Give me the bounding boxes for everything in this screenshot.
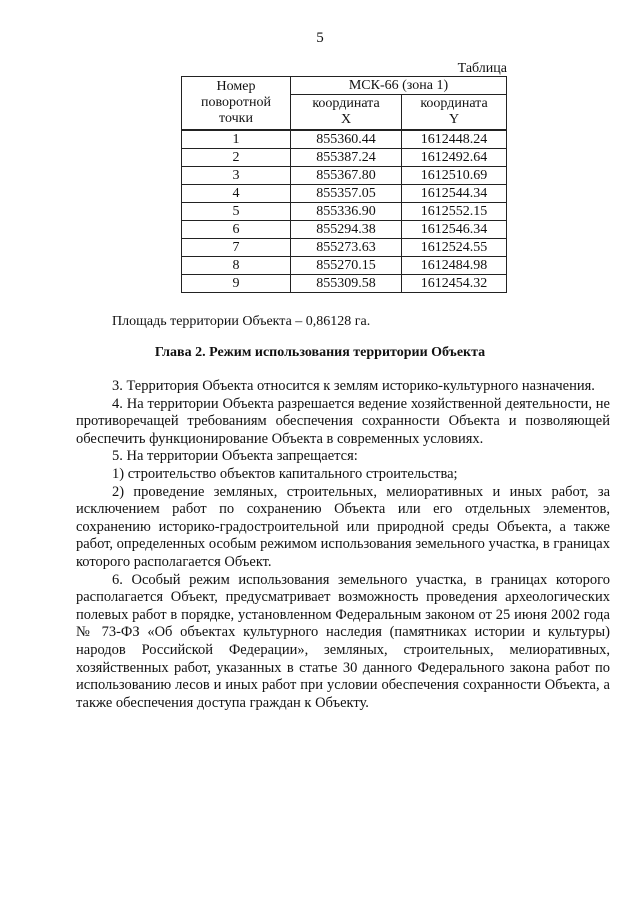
table-row	[182, 167, 507, 185]
table-row	[182, 149, 507, 167]
table-row	[182, 203, 507, 221]
point-number-header	[182, 77, 291, 131]
table-row	[182, 275, 507, 293]
y-value-cell: 1612544.34	[402, 185, 507, 203]
paragraph: 2) проведение земляных, строительных, мелиоративных и иных работ, за исключением работ по сохранению Объекта или его отдельных элементов, сохранению историко-градостроительной или природной среды Объекта, а также работ, определенных особым режимом использования земельного участка, в границах которого располагается Объект.	[76, 483, 610, 570]
y-value-cell: 1612448.24	[402, 130, 507, 149]
x-value-cell: 855273.63	[291, 239, 402, 257]
table-row	[182, 221, 507, 239]
coordinates-table	[181, 76, 507, 293]
body-text	[76, 378, 610, 712]
point-number-cell: 1	[182, 130, 291, 149]
point-number-cell: 3	[182, 167, 291, 185]
x-value-cell: 855357.05	[291, 185, 402, 203]
point-number-cell: 2	[182, 149, 291, 167]
point-number-cell: 4	[182, 185, 291, 203]
x-value-cell: 855270.15	[291, 257, 402, 275]
y-value-cell: 1612484.98	[402, 257, 507, 275]
coordinate-system-header: МСК-66 (зона 1)	[291, 77, 507, 95]
x-coordinate-header	[291, 95, 402, 131]
x-value-cell: 855294.38	[291, 221, 402, 239]
paragraph: 3. Территория Объекта относится к землям историко-культурного назначения.	[112, 378, 595, 394]
header-line: Номер	[216, 79, 256, 94]
paragraph: 4. На территории Объекта разрешается ведение хозяйственной деятельности, не противоречащей требованиям обеспечения сохранности Объекта и позволяющей обеспечить функционирование Объекта в современных условиях.	[76, 395, 610, 447]
y-value-cell: 1612524.55	[402, 239, 507, 257]
point-number-cell: 9	[182, 275, 291, 293]
header-line: координата	[312, 96, 380, 111]
x-value-cell: 855360.44	[291, 130, 402, 149]
table-row	[182, 257, 507, 275]
y-value-cell: 1612510.69	[402, 167, 507, 185]
area-statement: Площадь территории Объекта – 0,86128 га.	[112, 314, 371, 329]
table-row	[182, 130, 507, 149]
point-number-cell: 5	[182, 203, 291, 221]
chapter-title: Глава 2. Режим использования территории Объекта	[154, 345, 486, 360]
y-coordinate-header	[402, 95, 507, 131]
header-line: координата	[420, 96, 488, 111]
x-value-cell: 855336.90	[291, 203, 402, 221]
y-value-cell: 1612546.34	[402, 221, 507, 239]
point-number-cell: 8	[182, 257, 291, 275]
paragraph: 1) строительство объектов капитального строительства;	[112, 465, 458, 482]
x-value-cell: 855387.24	[291, 149, 402, 167]
point-number-cell: 6	[182, 221, 291, 239]
paragraph: 5. На территории Объекта запрещается:	[112, 448, 358, 465]
point-number-cell: 7	[182, 239, 291, 257]
header-line: точки	[219, 111, 253, 126]
y-value-cell: 1612492.64	[402, 149, 507, 167]
table-row	[182, 185, 507, 203]
x-value-cell: 855367.80	[291, 167, 402, 185]
table-row	[182, 239, 507, 257]
x-value-cell: 855309.58	[291, 275, 402, 293]
header-line: поворотной	[201, 95, 271, 110]
y-value-cell: 1612552.15	[402, 203, 507, 221]
header-line: X	[340, 112, 352, 127]
y-value-cell: 1612454.32	[402, 275, 507, 293]
paragraph: 6. Особый режим использования земельного участка, в границах которого располагается Объект, предусматривает возможность проведения археологических полевых работ в порядке, установленном Федеральным законом от 25 июня 2002 года № 73-ФЗ «Об объектах культурного наследия (памятниках истории и культуры) народов Российской Федерации», земляных, строительных, мелиоративных, хозяйственных работ, указанных в статье 30 данного Федерального закона работ по использованию лесов и иных работ при условии обеспечения сохранности Объекта, а также обеспечения доступа граждан к Объекту.	[76, 571, 610, 711]
header-line: Y	[448, 112, 460, 127]
table-caption: Таблица	[457, 61, 507, 76]
page-number: 5	[316, 30, 324, 46]
